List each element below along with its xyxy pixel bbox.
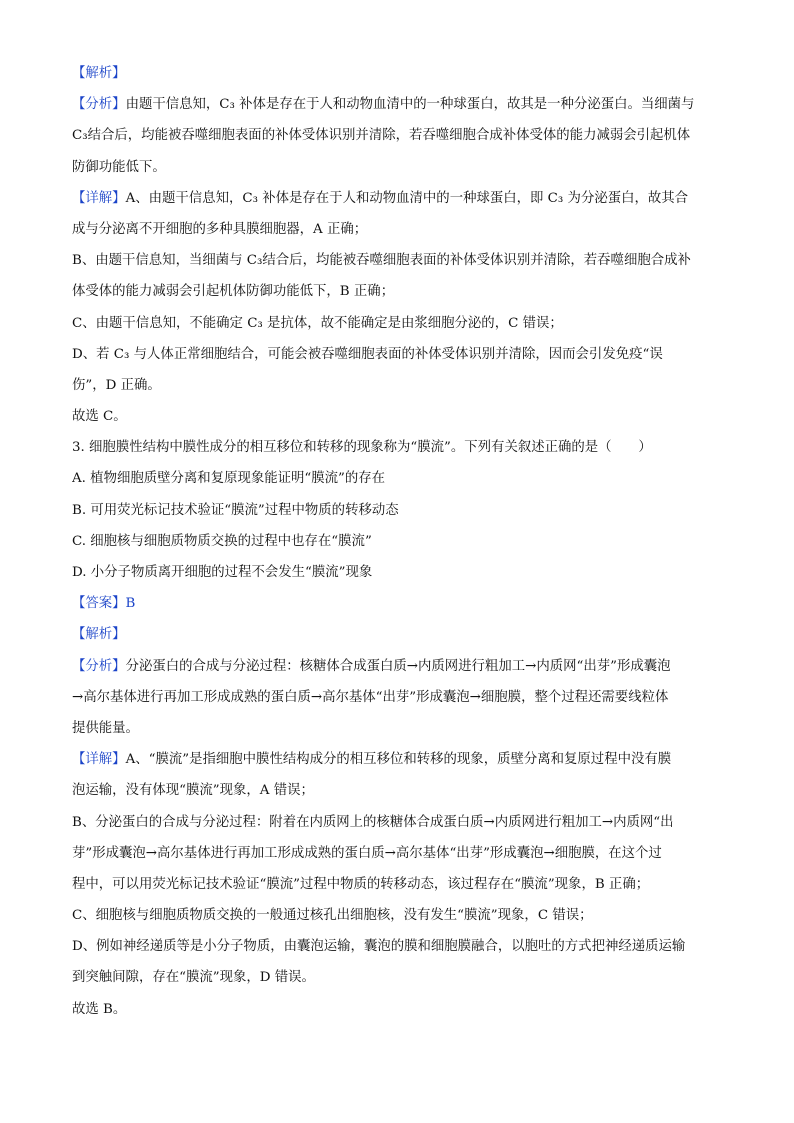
detail-line: 芽”形成囊泡→高尔基体进行再加工形成成熟的蛋白质→高尔基体“出芽”形成囊泡→细胞膜，在这个过 bbox=[72, 845, 662, 861]
analysis-line: C₃结合后，均能被吞噬细胞表面的补体受体识别并清除，若吞噬细胞合成补体受体的能力减弱会引起机体 bbox=[72, 128, 691, 144]
analysis-line: →高尔基体进行再加工形成成熟的蛋白质→高尔基体“出芽”形成囊泡→细胞膜，整个过程还需要线粒体 bbox=[72, 689, 669, 705]
conclusion-line: 故选 C。 bbox=[72, 409, 127, 425]
detail-line: 程中，可以用荧光标记技术验证“膜流”过程中物质的转移动态，该过程存在“膜流”现象，B 正确； bbox=[72, 876, 650, 892]
detail-line: 体受体的能力减弱会引起机体防御功能低下，B 正确； bbox=[72, 284, 395, 300]
detail-line: C、细胞核与细胞质物质交换的一般通过核孔出细胞核，没有发生“膜流”现象，C 错误； bbox=[72, 908, 593, 924]
option-d: D. 小分子物质离开细胞的过程不会发生“膜流”现象 bbox=[72, 565, 373, 580]
option-a: A. 植物细胞质壁分离和复原现象能证明“膜流”的存在 bbox=[72, 471, 386, 487]
analysis-line: 【分析】分泌蛋白的合成与分泌过程：核糖体合成蛋白质→内质网进行粗加工→内质网“出芽”形成囊泡 bbox=[72, 658, 671, 674]
detail-line: C、由题干信息知，不能确定 C₃ 是抗体，故不能确定是由浆细胞分泌的，C 错误； bbox=[72, 315, 563, 331]
analysis-line: 提供能量。 bbox=[72, 720, 139, 736]
option-b: B. 可用荧光标记技术验证“膜流”过程中物质的转移动态 bbox=[72, 502, 399, 518]
detail-line: 【详解】A、“膜流”是指细胞中膜性结构成分的相互移位和转移的现象，质壁分离和复原过程中没有膜 bbox=[72, 752, 672, 768]
detail-line: 泡运输，没有体现“膜流”现象，A 错误； bbox=[72, 783, 314, 799]
detail-line: 【详解】A、由题干信息知，C₃ 补体是存在于人和动物血清中的一种球蛋白，即 C₃ 为分泌蛋白，故其合 bbox=[72, 190, 689, 206]
detail-line: D、例如神经递质等是小分子物质，由囊泡运输，囊泡的膜和细胞膜融合，以胞吐的方式把神经递质运输 bbox=[72, 939, 686, 955]
section-tag-jiexi: 【解析】 bbox=[72, 66, 126, 81]
section-tag: 【分析】 bbox=[72, 658, 126, 674]
option-c: C. 细胞核与细胞质物质交换的过程中也存在“膜流” bbox=[72, 533, 372, 549]
section-tag-jiexi: 【解析】 bbox=[72, 627, 126, 643]
conclusion-line: 故选 B。 bbox=[72, 1001, 127, 1017]
section-tag: 【分析】 bbox=[72, 97, 126, 113]
analysis-line: 防御功能低下。 bbox=[72, 159, 166, 175]
detail-line: 到突触间隙，存在“膜流”现象，D 错误。 bbox=[72, 970, 315, 986]
question-stem: 3. 细胞膜性结构中膜性成分的相互移位和转移的现象称为“膜流”。下列有关叙述正确的是（ ） bbox=[72, 440, 652, 456]
section-tag: 【详解】 bbox=[72, 190, 126, 206]
analysis-line: 【分析】由题干信息知，C₃ 补体是存在于人和动物血清中的一种球蛋白，故其是一种分泌蛋白。当细菌与 bbox=[72, 97, 695, 113]
answer-line: 【答案】B bbox=[72, 596, 136, 612]
detail-line: 伤”，D 正确。 bbox=[72, 377, 161, 393]
detail-line: 成与分泌离不开细胞的多种具膜细胞器，A 正确； bbox=[72, 221, 368, 237]
detail-line: B、由题干信息知，当细菌与 C₃结合后，均能被吞噬细胞表面的补体受体识别并清除，若吞噬细胞合成补 bbox=[72, 253, 691, 269]
section-tag: 【详解】 bbox=[72, 752, 126, 768]
detail-line: B、分泌蛋白的合成与分泌过程：附着在内质网上的核糖体合成蛋白质→内质网进行粗加工→内质网“出 bbox=[72, 814, 674, 830]
detail-line: D、若 C₃ 与人体正常细胞结合，可能会被吞噬细胞表面的补体受体识别并清除，因而会引发免疫“误 bbox=[72, 346, 663, 362]
document-page bbox=[72, 58, 724, 1025]
